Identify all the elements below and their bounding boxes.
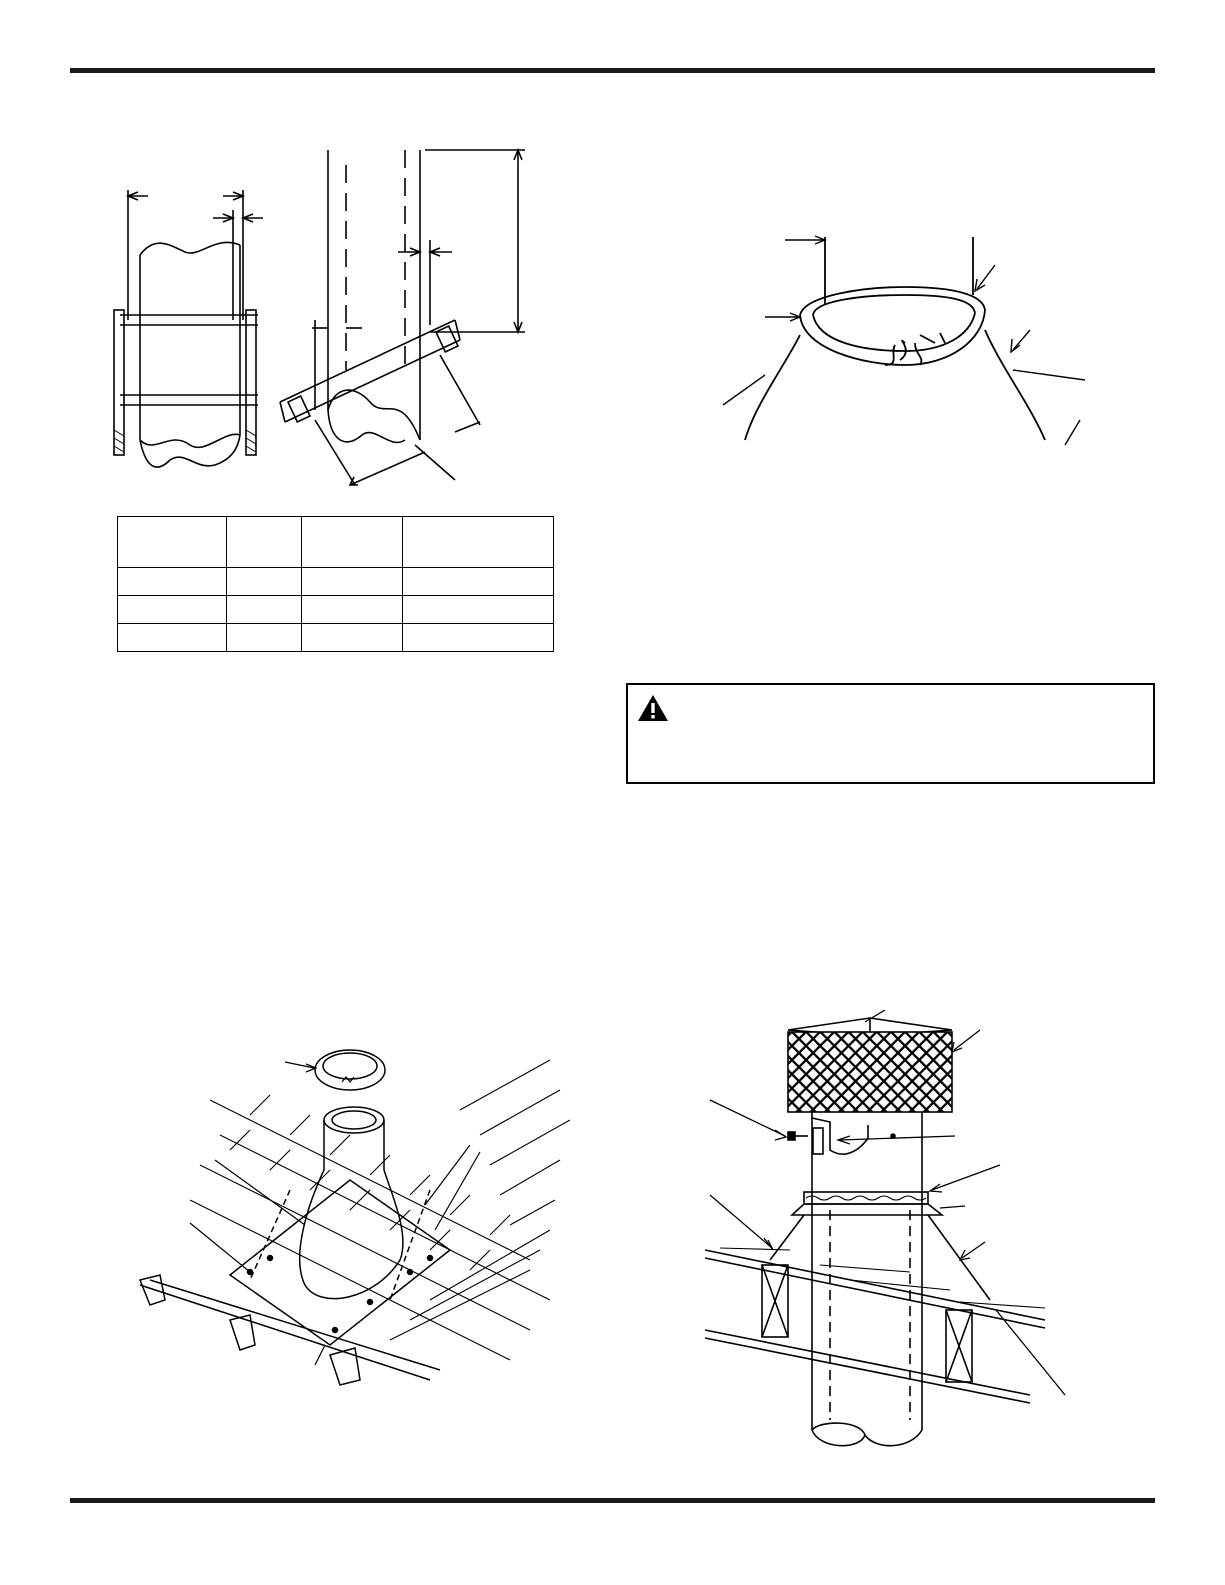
storm-collar	[792, 1192, 942, 1215]
storm-collar-ring	[315, 1050, 385, 1090]
table-cell	[403, 596, 554, 624]
mesh-screen	[788, 1032, 952, 1112]
chimney-cap-assembly-figure	[700, 1010, 1100, 1460]
table-cell	[403, 624, 554, 652]
roof-rafters	[140, 1275, 440, 1385]
table-header-row	[118, 517, 554, 568]
table-cell	[118, 596, 227, 624]
flashing-cone-pipe	[300, 1107, 403, 1299]
flashing-cone	[770, 1215, 990, 1300]
table-cell	[227, 596, 302, 624]
vertical-pipe-left	[114, 242, 258, 467]
table-header-cell	[403, 517, 554, 568]
sloped-roof-section	[280, 320, 460, 422]
storm-collar-figure	[715, 225, 1105, 465]
table-header-cell	[118, 517, 227, 568]
table-cell	[118, 624, 227, 652]
table-row	[118, 624, 554, 652]
table-cell	[302, 624, 403, 652]
storm-collar	[800, 287, 985, 365]
table-header-cell	[227, 517, 302, 568]
roof-deck	[705, 1248, 1045, 1403]
dimension-lines-left	[128, 190, 263, 320]
chimney-pipe	[812, 1112, 922, 1446]
table-cell	[227, 568, 302, 596]
warning-box	[626, 683, 1155, 784]
table-header-cell	[302, 517, 403, 568]
pipe-clearance-dimensions-figure	[100, 140, 550, 510]
base-flashing	[230, 1180, 450, 1345]
bottom-rule	[70, 1498, 1155, 1503]
table-row	[118, 596, 554, 624]
table-cell	[227, 624, 302, 652]
top-rule	[70, 68, 1155, 73]
roof-flashing-figure	[130, 1040, 570, 1400]
warning-triangle-icon	[636, 693, 670, 723]
cap-bracket	[788, 1118, 895, 1154]
table-cell	[403, 568, 554, 596]
table-cell	[302, 568, 403, 596]
table-cell	[302, 596, 403, 624]
table-row	[118, 568, 554, 596]
vertical-pipe-right	[328, 150, 420, 442]
table-cell	[118, 568, 227, 596]
clearance-table	[117, 516, 554, 652]
